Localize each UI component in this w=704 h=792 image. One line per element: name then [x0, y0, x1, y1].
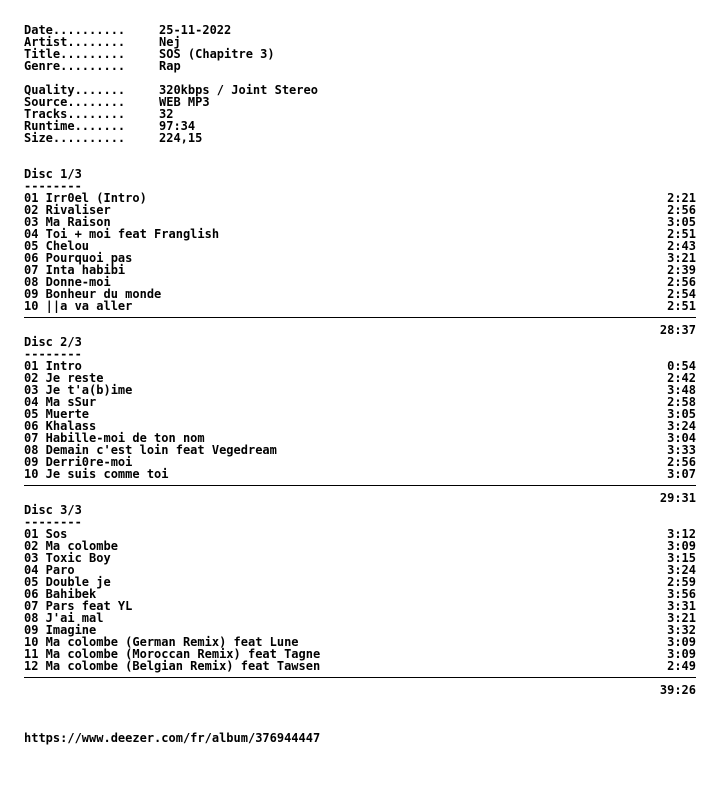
track-row — [24, 396, 696, 408]
track-time: 2:42 — [667, 371, 696, 385]
track-time: 3:09 — [667, 647, 696, 661]
info-value: 224,15 — [159, 131, 203, 145]
track-name: 02 Je reste — [24, 371, 104, 385]
track-name: 11 Ma colombe (Moroccan Remix) feat Tagne — [24, 647, 321, 661]
track-time: 3:32 — [667, 623, 696, 637]
track-time: 3:09 — [667, 539, 696, 553]
track-row — [24, 528, 696, 540]
divider — [24, 672, 696, 684]
disc-total: 39:26 — [659, 683, 696, 697]
track-time: 2:59 — [667, 575, 696, 589]
track-time: 3:33 — [667, 443, 696, 457]
info-value: SOS (Chapitre 3) — [159, 47, 275, 61]
info-block — [24, 24, 696, 144]
track-name: 01 Irr0el (Intro) — [24, 191, 147, 205]
divider — [24, 480, 696, 492]
track-name: 03 Je t'a(b)ime — [24, 383, 133, 397]
track-name: 06 Bahibek — [24, 587, 97, 601]
track-time: 3:07 — [667, 467, 696, 481]
info-key: Size.......... — [24, 131, 126, 145]
disc-title-underline: -------- — [24, 347, 82, 361]
track-row — [24, 540, 696, 552]
track-name: 09 Imagine — [24, 623, 97, 637]
disc-title: Disc 2/3 — [24, 335, 82, 349]
info-key: Runtime....... — [24, 119, 126, 133]
track-name: 07 Pars feat YL — [24, 599, 133, 613]
divider — [24, 312, 696, 324]
info-value: 32 — [159, 107, 174, 121]
track-name: 10 Ma colombe (German Remix) feat Lune — [24, 635, 299, 649]
info-key: Title......... — [24, 47, 126, 61]
track-name: 12 Ma colombe (Belgian Remix) feat Tawsen — [24, 659, 321, 673]
track-name: 08 Donne-moi — [24, 275, 111, 289]
track-name: 07 Habille-moi de ton nom — [24, 431, 205, 445]
track-name: 09 Derri0re-moi — [24, 455, 133, 469]
info-value: 320kbps / Joint Stereo — [159, 83, 318, 97]
track-time: 3:15 — [667, 551, 696, 565]
track-name: 05 Muerte — [24, 407, 90, 421]
track-time: 3:05 — [667, 215, 696, 229]
disc-section-2 — [24, 336, 696, 504]
track-time: 3:48 — [667, 383, 696, 397]
info-value: 25-11-2022 — [159, 23, 232, 37]
track-row — [24, 204, 696, 216]
track-name: 06 Pourquoi pas — [24, 251, 133, 265]
spacer — [24, 144, 696, 156]
spacer — [24, 156, 696, 168]
track-name: 05 Double je — [24, 575, 111, 589]
track-name: 03 Toxic Boy — [24, 551, 111, 565]
info-key: Genre......... — [24, 59, 126, 73]
track-row — [24, 228, 696, 240]
track-name: 02 Ma colombe — [24, 539, 118, 553]
track-time: 2:51 — [667, 227, 696, 241]
track-time: 2:54 — [667, 287, 696, 301]
track-time: 3:31 — [667, 599, 696, 613]
track-name: 09 Bonheur du monde — [24, 287, 162, 301]
track-name: 08 J'ai mal — [24, 611, 104, 625]
track-row — [24, 576, 696, 588]
disc-title: Disc 1/3 — [24, 167, 82, 181]
disc-section-1 — [24, 168, 696, 336]
track-time: 3:12 — [667, 527, 696, 541]
track-time: 3:05 — [667, 407, 696, 421]
info-key: Date.......... — [24, 23, 126, 37]
track-name: 03 Ma Raison — [24, 215, 111, 229]
track-time: 3:21 — [667, 611, 696, 625]
track-row — [24, 612, 696, 624]
spacer — [24, 696, 696, 708]
track-row — [24, 264, 696, 276]
info-value: 97:34 — [159, 119, 196, 133]
track-time: 3:24 — [667, 563, 696, 577]
track-time: 3:09 — [667, 635, 696, 649]
info-value: Rap — [159, 59, 181, 73]
info-key: Source........ — [24, 95, 126, 109]
track-time: 2:56 — [667, 455, 696, 469]
track-name: 04 Paro — [24, 563, 75, 577]
disc-title: Disc 3/3 — [24, 503, 82, 517]
info-value: WEB MP3 — [159, 95, 210, 109]
track-time: 3:56 — [667, 587, 696, 601]
track-time: 3:04 — [667, 431, 696, 445]
track-name: 08 Demain c'est loin feat Vegedream — [24, 443, 277, 457]
track-time: 3:24 — [667, 419, 696, 433]
track-time: 2:56 — [667, 203, 696, 217]
track-name: 01 Sos — [24, 527, 68, 541]
track-row — [24, 600, 696, 612]
track-name: 10 Je suis comme toi — [24, 467, 169, 481]
track-name: 01 Intro — [24, 359, 82, 373]
track-time: 2:49 — [667, 659, 696, 673]
track-row — [24, 564, 696, 576]
track-time: 2:39 — [667, 263, 696, 277]
disc-total: 29:31 — [659, 491, 696, 505]
track-row — [24, 384, 696, 396]
track-time: 3:21 — [667, 251, 696, 265]
track-row — [24, 468, 696, 480]
track-row — [24, 360, 696, 372]
track-name: 06 Khalass — [24, 419, 97, 433]
track-row — [24, 408, 696, 420]
track-time: 2:58 — [667, 395, 696, 409]
track-time: 2:21 — [667, 191, 696, 205]
info-key: Tracks........ — [24, 107, 126, 121]
track-row — [24, 660, 696, 672]
track-name: 07 Inta habibi — [24, 263, 126, 277]
track-name: 04 Ma sSur — [24, 395, 97, 409]
disc-total: 28:37 — [659, 323, 696, 337]
track-row — [24, 552, 696, 564]
album-url-link[interactable]: https://www.deezer.com/fr/album/376944447 — [24, 731, 321, 745]
track-row — [24, 192, 696, 204]
track-time: 2:51 — [667, 299, 696, 313]
info-value: Nej — [159, 35, 181, 49]
disc-section-3 — [24, 504, 696, 696]
release-info-document — [24, 24, 696, 744]
spacer — [24, 708, 696, 720]
track-name: 05 Chelou — [24, 239, 90, 253]
info-key: Quality....... — [24, 83, 126, 97]
track-name: 10 ||a va aller — [24, 299, 133, 313]
track-time: 2:56 — [667, 275, 696, 289]
disc-title-underline: -------- — [24, 179, 82, 193]
track-time: 0:54 — [667, 359, 696, 373]
info-row-size — [24, 132, 696, 144]
track-row — [24, 300, 696, 312]
track-name: 02 Rivaliser — [24, 203, 111, 217]
track-time: 2:43 — [667, 239, 696, 253]
disc-title-underline: -------- — [24, 515, 82, 529]
track-name: 04 Toi + moi feat Franglish — [24, 227, 220, 241]
info-row-genre — [24, 60, 696, 72]
info-key: Artist........ — [24, 35, 126, 49]
